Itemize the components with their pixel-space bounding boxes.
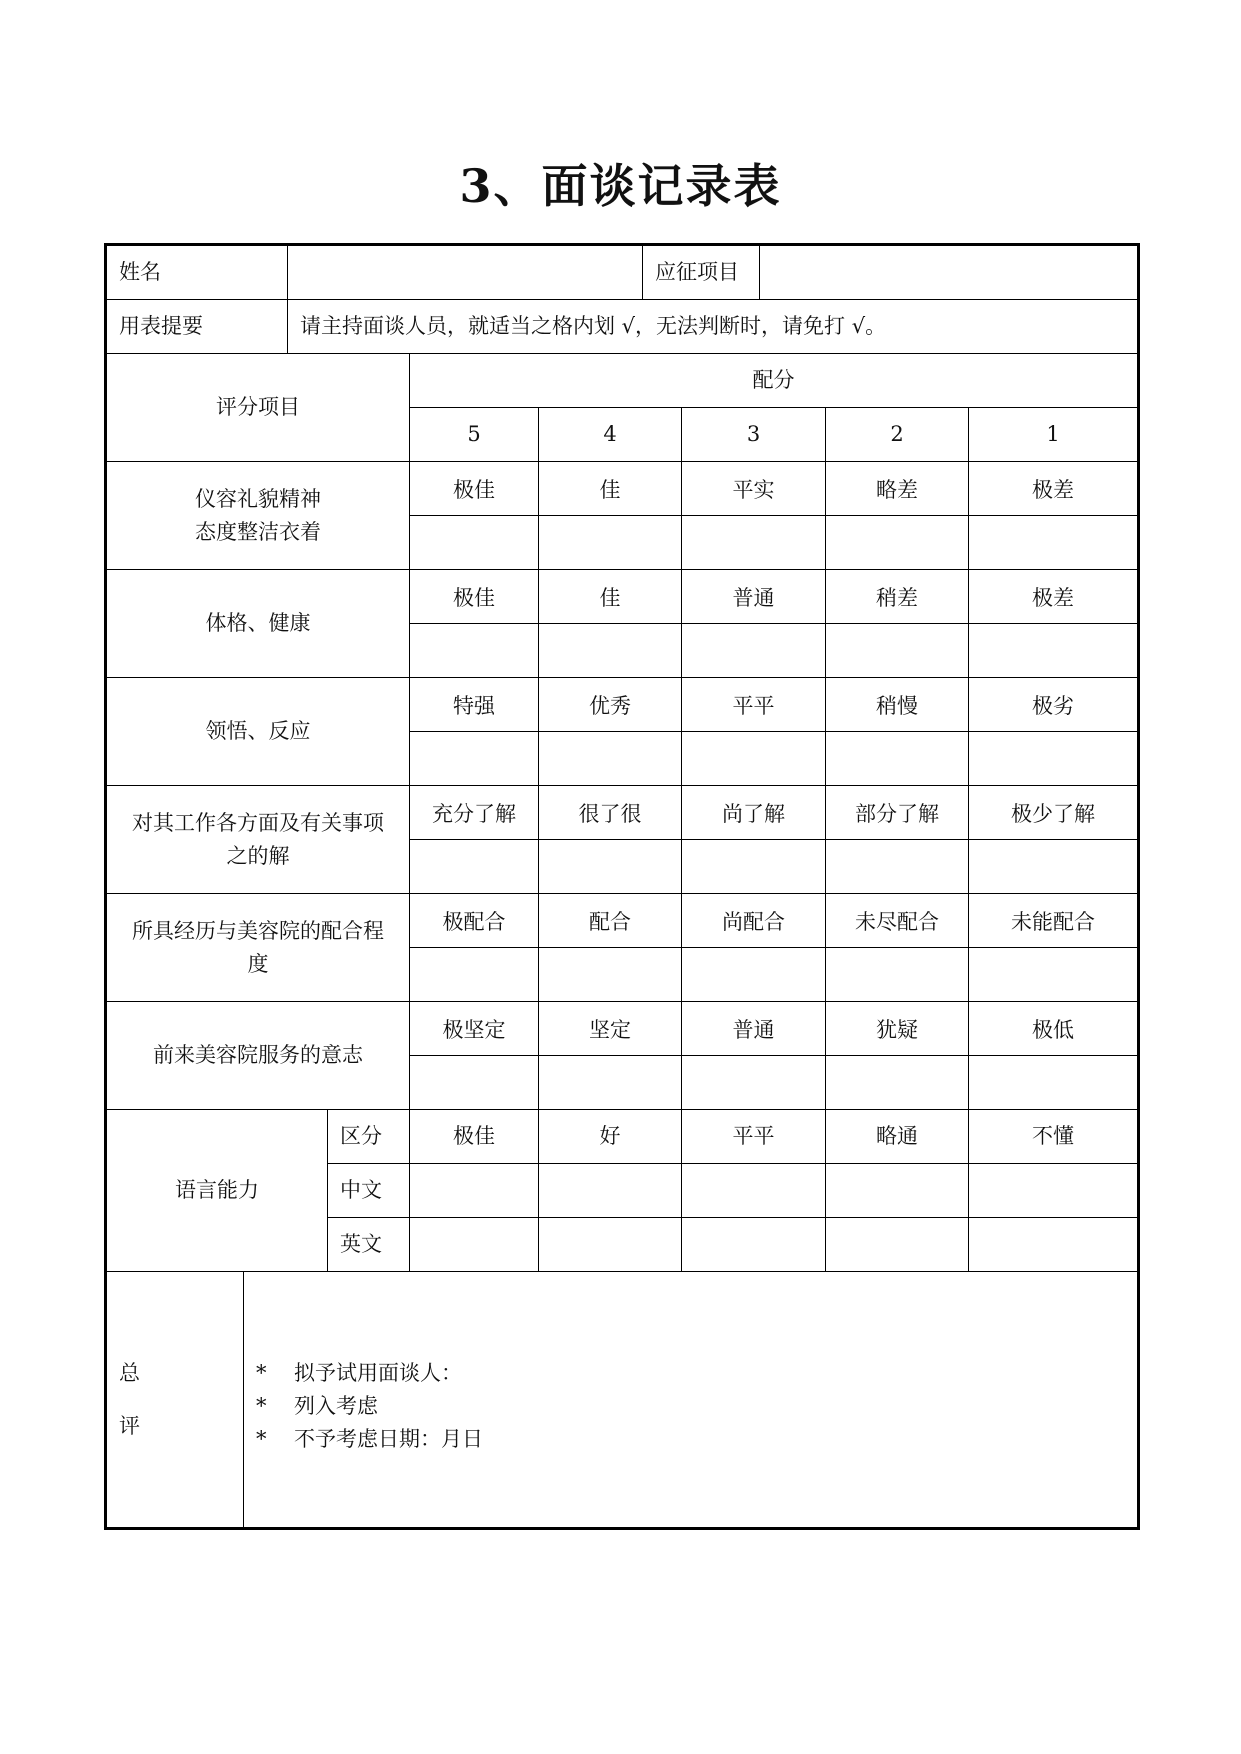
rating-checkbox-cell[interactable] bbox=[539, 840, 682, 894]
summary-label bbox=[107, 1272, 244, 1527]
score-column-1: 1 bbox=[969, 408, 1137, 462]
language-row-label: 英文 bbox=[328, 1218, 410, 1272]
rating-checkbox-cell[interactable] bbox=[682, 732, 826, 786]
rating-checkbox-cell[interactable] bbox=[410, 1056, 539, 1110]
language-label: 语言能力 bbox=[107, 1110, 328, 1272]
position-label: 应征项目 bbox=[643, 246, 760, 300]
rating-checkbox-cell[interactable] bbox=[826, 516, 969, 570]
rating-checkbox-cell[interactable] bbox=[969, 516, 1137, 570]
language-checkbox-cell[interactable] bbox=[969, 1218, 1137, 1272]
score-column-5: 5 bbox=[410, 408, 539, 462]
scoring-item-header: 评分项目 bbox=[107, 354, 410, 462]
language-checkbox-cell[interactable] bbox=[682, 1164, 826, 1218]
summary-option[interactable] bbox=[256, 1357, 1137, 1390]
criterion-label: 体格、健康 bbox=[107, 570, 410, 678]
language-rating-label: 平平 bbox=[682, 1110, 826, 1164]
score-column-3: 3 bbox=[682, 408, 826, 462]
summary-option-text: 不予考虑日期：月日 bbox=[294, 1427, 483, 1451]
rating-checkbox-cell[interactable] bbox=[682, 948, 826, 1002]
rating-label: 平平 bbox=[682, 678, 826, 732]
name-field[interactable] bbox=[288, 246, 643, 300]
rating-label: 稍差 bbox=[826, 570, 969, 624]
rating-checkbox-cell[interactable] bbox=[969, 732, 1137, 786]
summary-options bbox=[244, 1272, 1137, 1527]
rating-label: 犹疑 bbox=[826, 1002, 969, 1056]
summary-option[interactable] bbox=[256, 1390, 1137, 1423]
language-rating-label: 好 bbox=[539, 1110, 682, 1164]
rating-label: 略差 bbox=[826, 462, 969, 516]
rating-checkbox-cell[interactable] bbox=[969, 624, 1137, 678]
rating-label: 未尽配合 bbox=[826, 894, 969, 948]
rating-checkbox-cell[interactable] bbox=[539, 1056, 682, 1110]
rating-checkbox-cell[interactable] bbox=[410, 516, 539, 570]
rating-checkbox-cell[interactable] bbox=[410, 840, 539, 894]
rating-label: 佳 bbox=[539, 462, 682, 516]
rating-checkbox-cell[interactable] bbox=[539, 948, 682, 1002]
rating-label: 稍慢 bbox=[826, 678, 969, 732]
rating-label: 佳 bbox=[539, 570, 682, 624]
rating-label: 未能配合 bbox=[969, 894, 1137, 948]
rating-label: 极差 bbox=[969, 462, 1137, 516]
language-row-label: 中文 bbox=[328, 1164, 410, 1218]
rating-label: 极佳 bbox=[410, 462, 539, 516]
language-checkbox-cell[interactable] bbox=[539, 1164, 682, 1218]
rating-checkbox-cell[interactable] bbox=[682, 516, 826, 570]
rating-label: 配合 bbox=[539, 894, 682, 948]
language-checkbox-cell[interactable] bbox=[539, 1218, 682, 1272]
rating-checkbox-cell[interactable] bbox=[682, 624, 826, 678]
interview-record-form bbox=[104, 243, 1140, 1530]
language-rating-label: 略通 bbox=[826, 1110, 969, 1164]
rating-label: 很了很 bbox=[539, 786, 682, 840]
score-column-4: 4 bbox=[539, 408, 682, 462]
rating-label: 充分了解 bbox=[410, 786, 539, 840]
instruction-text: 请主持面谈人员，就适当之格内划 √，无法判断时，请免打 √。 bbox=[288, 300, 1137, 354]
rating-checkbox-cell[interactable] bbox=[969, 948, 1137, 1002]
rating-label: 极佳 bbox=[410, 570, 539, 624]
language-checkbox-cell[interactable] bbox=[410, 1164, 539, 1218]
rating-label: 部分了解 bbox=[826, 786, 969, 840]
language-checkbox-cell[interactable] bbox=[969, 1164, 1137, 1218]
rating-checkbox-cell[interactable] bbox=[539, 732, 682, 786]
rating-label: 特强 bbox=[410, 678, 539, 732]
bullet-icon: * bbox=[256, 1427, 267, 1451]
summary-option-text: 列入考虑 bbox=[294, 1394, 378, 1418]
bullet-icon: * bbox=[256, 1361, 267, 1385]
criterion-label: 前来美容院服务的意志 bbox=[107, 1002, 410, 1110]
criterion-label: 领悟、反应 bbox=[107, 678, 410, 786]
score-header: 配分 bbox=[410, 354, 1137, 408]
summary-option[interactable] bbox=[256, 1423, 1137, 1456]
rating-label: 平实 bbox=[682, 462, 826, 516]
rating-label: 极少了解 bbox=[969, 786, 1137, 840]
rating-label: 普通 bbox=[682, 1002, 826, 1056]
rating-checkbox-cell[interactable] bbox=[826, 1056, 969, 1110]
summary-label-bottom: 评 bbox=[119, 1413, 140, 1438]
rating-label: 普通 bbox=[682, 570, 826, 624]
rating-label: 极低 bbox=[969, 1002, 1137, 1056]
summary-label-top: 总 bbox=[119, 1360, 140, 1385]
page-title: 3、面谈记录表 bbox=[459, 159, 782, 213]
rating-checkbox-cell[interactable] bbox=[826, 840, 969, 894]
rating-label: 极劣 bbox=[969, 678, 1137, 732]
language-rating-label: 极佳 bbox=[410, 1110, 539, 1164]
rating-checkbox-cell[interactable] bbox=[826, 732, 969, 786]
rating-checkbox-cell[interactable] bbox=[410, 948, 539, 1002]
language-checkbox-cell[interactable] bbox=[410, 1218, 539, 1272]
rating-label: 极差 bbox=[969, 570, 1137, 624]
criterion-label: 所具经历与美容院的配合程 度 bbox=[107, 894, 410, 1002]
rating-checkbox-cell[interactable] bbox=[410, 732, 539, 786]
criterion-label: 仪容礼貌精神 态度整洁衣着 bbox=[107, 462, 410, 570]
rating-label: 尚配合 bbox=[682, 894, 826, 948]
language-checkbox-cell[interactable] bbox=[826, 1218, 969, 1272]
rating-label: 优秀 bbox=[539, 678, 682, 732]
score-column-2: 2 bbox=[826, 408, 969, 462]
name-label: 姓名 bbox=[107, 246, 288, 300]
rating-label: 尚了解 bbox=[682, 786, 826, 840]
rating-checkbox-cell[interactable] bbox=[682, 840, 826, 894]
rating-checkbox-cell[interactable] bbox=[826, 624, 969, 678]
rating-checkbox-cell[interactable] bbox=[969, 840, 1137, 894]
rating-label: 坚定 bbox=[539, 1002, 682, 1056]
rating-checkbox-cell[interactable] bbox=[969, 1056, 1137, 1110]
rating-label: 极配合 bbox=[410, 894, 539, 948]
bullet-icon: * bbox=[256, 1394, 267, 1418]
rating-checkbox-cell[interactable] bbox=[539, 516, 682, 570]
rating-label: 极坚定 bbox=[410, 1002, 539, 1056]
rating-checkbox-cell[interactable] bbox=[826, 948, 969, 1002]
language-row-label: 区分 bbox=[328, 1110, 410, 1164]
language-checkbox-cell[interactable] bbox=[682, 1218, 826, 1272]
rating-checkbox-cell[interactable] bbox=[410, 624, 539, 678]
rating-checkbox-cell[interactable] bbox=[539, 624, 682, 678]
language-checkbox-cell[interactable] bbox=[826, 1164, 969, 1218]
position-field[interactable] bbox=[760, 246, 1137, 300]
language-rating-label: 不懂 bbox=[969, 1110, 1137, 1164]
rating-checkbox-cell[interactable] bbox=[682, 1056, 826, 1110]
criterion-label: 对其工作各方面及有关事项 之的解 bbox=[107, 786, 410, 894]
summary-option-text: 拟予试用面谈人： bbox=[294, 1361, 462, 1385]
instruction-label: 用表提要 bbox=[107, 300, 288, 354]
